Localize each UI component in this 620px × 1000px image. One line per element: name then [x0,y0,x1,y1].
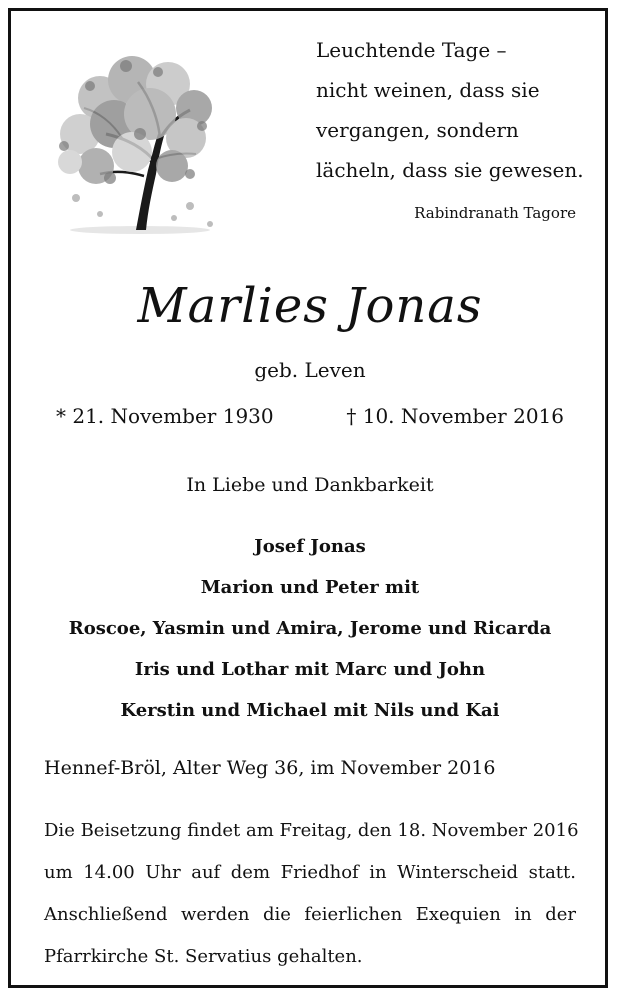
deceased-name: Marlies Jonas [137,278,483,334]
death-date: † 10. November 2016 [346,404,564,428]
birth-date: * 21. November 1930 [56,404,274,428]
family-member: Roscoe, Yasmin und Amira, Jerome und Ricarda [68,618,552,639]
family-member: Marion und Peter mit [200,577,420,598]
quote-line: Leuchtende Tage – [316,38,507,62]
funeral-line: Anschließend werden die feierlichen Exequien in der [44,904,576,925]
family-member: Josef Jonas [254,536,366,557]
quote-line: vergangen, sondern [316,118,519,142]
quote-block [316,30,586,190]
quote-line: nicht weinen, dass sie [316,78,540,102]
dedication: In Liebe und Dankbarkeit [186,474,434,496]
funeral-info [44,810,579,978]
family-member: Iris und Lothar mit Marc und John [134,659,486,680]
born-name: geb. Leven [254,358,366,382]
funeral-line: Pfarrkirche St. Servatius gehalten. [44,946,363,967]
address-line: Hennef-Bröl, Alter Weg 36, im November 2016 [44,757,496,779]
family-member: Kerstin und Michael mit Nils und Kai [120,700,500,721]
quote-line: lächeln, dass sie gewesen. [316,158,584,182]
tree-icon [40,38,220,238]
funeral-line: um 14.00 Uhr auf dem Friedhof in Winterscheid statt. [44,862,576,883]
quote-author: Rabindranath Tagore [414,204,576,222]
funeral-line: Die Beisetzung findet am Freitag, den 18. November 2016 [44,820,579,841]
family-list [0,526,620,731]
